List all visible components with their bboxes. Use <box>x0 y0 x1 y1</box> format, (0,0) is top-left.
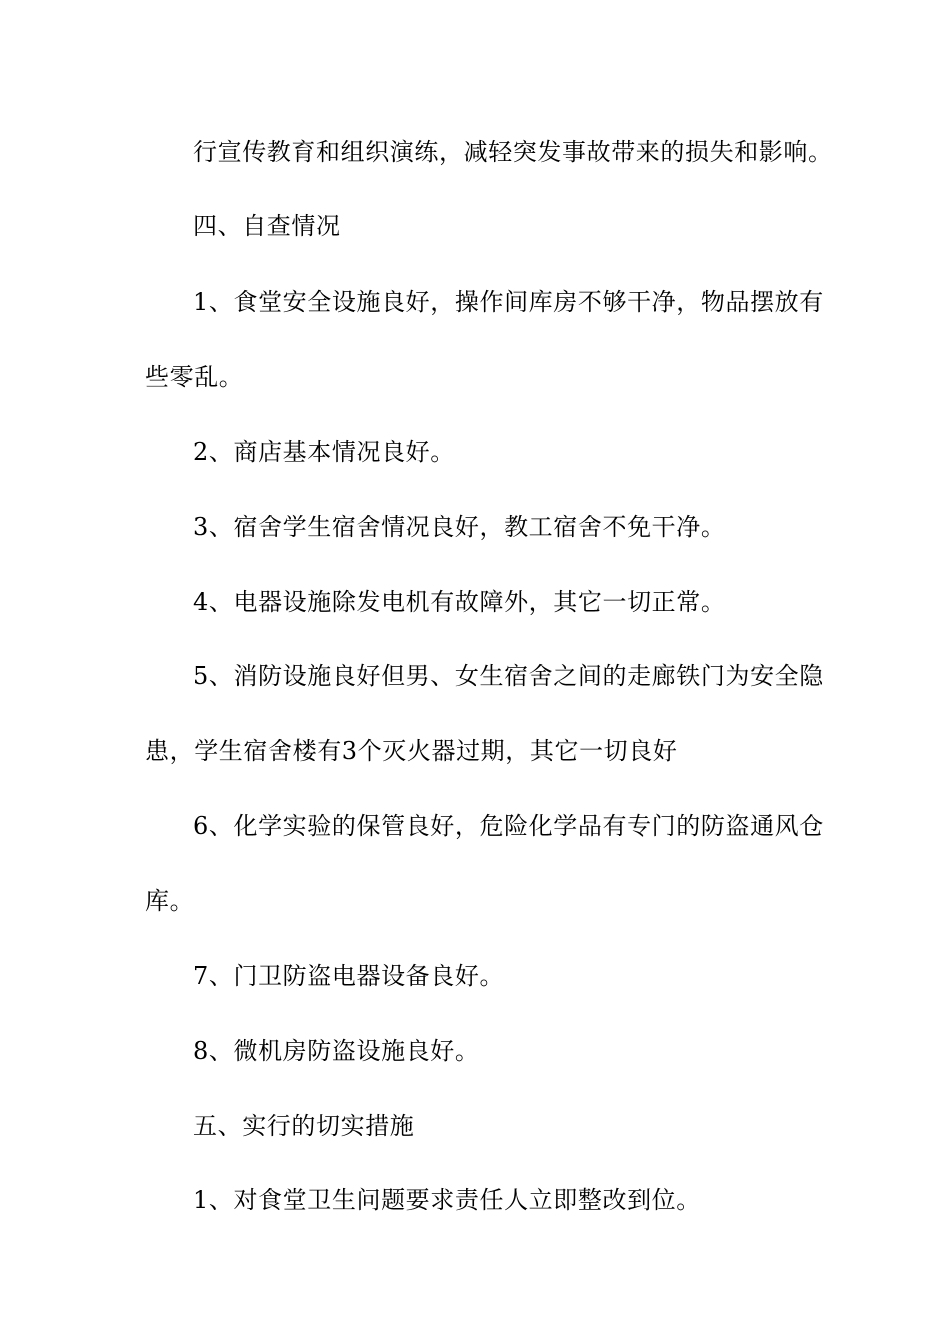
section-heading-self-inspection: 四、自查情况 <box>193 212 341 240</box>
list-item-3-dormitory: 3、宿舍学生宿舍情况良好，教工宿舍不免干净。 <box>193 513 726 541</box>
text-line-continuation: 行宣传教育和组织演练，减轻突发事故带来的损失和影响。 <box>193 138 833 166</box>
list-item-6-chemistry-lab-cont: 库。 <box>145 887 195 915</box>
list-item-2-shop: 2、商店基本情况良好。 <box>193 438 455 466</box>
list-item-6-chemistry-lab: 6、化学实验的保管良好，危险化学品有专门的防盗通风仓 <box>193 812 824 840</box>
list-item-4-electrical: 4、电器设施除发电机有故障外，其它一切正常。 <box>193 588 726 616</box>
list-item-7-gate-security: 7、门卫防盗电器设备良好。 <box>193 962 505 990</box>
list-item-8-computer-room: 8、微机房防盗设施良好。 <box>193 1037 480 1065</box>
section-heading-measures: 五、实行的切实措施 <box>193 1112 415 1140</box>
list-item-5-fire-safety-cont: 患，学生宿舍楼有3个灭火器过期，其它一切良好 <box>145 737 678 765</box>
measure-item-1-canteen: 1、对食堂卫生问题要求责任人立即整改到位。 <box>193 1186 701 1214</box>
list-item-1-canteen-cont: 些零乱。 <box>145 363 244 391</box>
list-item-5-fire-safety: 5、消防设施良好但男、女生宿舍之间的走廊铁门为安全隐 <box>193 662 824 690</box>
list-item-1-canteen: 1、食堂安全设施良好，操作间库房不够干净，物品摆放有 <box>193 288 824 316</box>
